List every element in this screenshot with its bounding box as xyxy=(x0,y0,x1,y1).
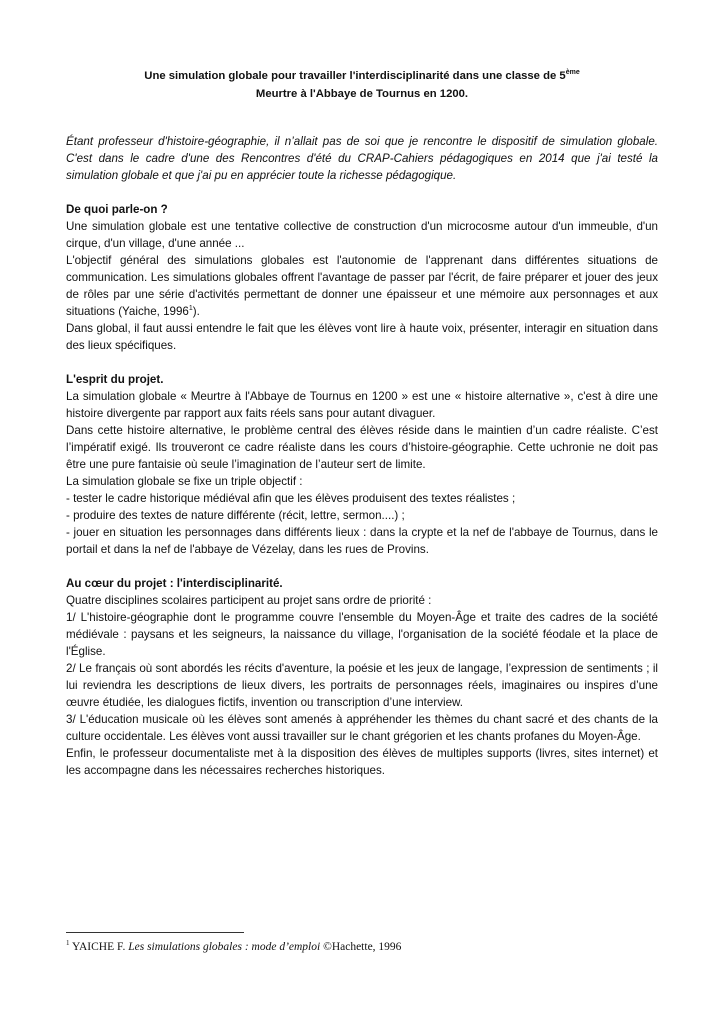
paragraph: La simulation globale « Meurtre à l'Abbaye de Tournus en 1200 » est une « histoire alternative », c'est à dire une histoire divergente par rapport aux faits réels sans pour autant divaguer. xyxy=(66,390,658,420)
paragraph: Une simulation globale est une tentative collective de construction d'un microcosme autour d'un immeuble, d'un cirque, d'un village, d'une année ... xyxy=(66,220,658,250)
intro-paragraph: Étant professeur d'histoire-géographie, il n’allait pas de soi que je rencontre le dispositif de simulation globale. C'est dans le cadre d'une des Rencontres d'été du CRAP-Cahiers pédagogiques en 2014 que j'ai testé la simulation globale et que j'ai pu en apprécier toute la richesse pédagogique. xyxy=(66,135,658,182)
document-body xyxy=(66,133,658,779)
list-item: 3/ L'éducation musicale où les élèves sont amenés à appréhender les thèmes du chant sacré et des chants de la culture occidentale. Les élèves vont aussi travailler sur le chant grégorien et les chants profanes du Moyen-Âge. xyxy=(66,713,658,743)
footnote: $^1$ YAICHE F. Les simulations globales : mode d’emploi ©Hachette, 1996 xyxy=(66,939,402,953)
document-subtitle: Meurtre à l'Abbaye de Tournus en 1200. xyxy=(255,88,469,100)
footnote-reference: 1 xyxy=(188,305,193,312)
list-item: - tester le cadre historique médiéval afin que les élèves produisent des textes réalistes ; xyxy=(66,492,516,505)
footnote-marker: 1 xyxy=(66,939,70,947)
paragraph: Dans cette histoire alternative, le problème central des élèves réside dans le maintien d’un cadre réaliste. C’est l’impératif exigé. Ils trouveront ce cadre réaliste dans les cours d’histoire-géographie. Cette uchronie ne doit pas être une pure fantaisie où seule l’imagination de l’auteur sert de limite. xyxy=(66,424,658,471)
list-item: 2/ Le français où sont abordés les récits d'aventure, la poésie et les jeux de langage, l’expression de sentiments ; il lui reviendra les descriptions de lieux divers, les portraits de personnages réels, imaginaires ou inspires d’une œuvre étudiée, les dialogues fictifs, invention ou transcription d’une interview. xyxy=(66,662,658,709)
footnote-divider xyxy=(66,932,244,933)
section-heading-1: De quoi parle-on ? xyxy=(66,203,168,216)
document-title xyxy=(66,67,658,85)
paragraph: Enfin, le professeur documentaliste met à la disposition des élèves de multiples supports (livres, sites internet) et les accompagne dans les nécessaires recherches historiques. xyxy=(66,747,658,777)
list-item: - produire des textes de nature différente (récit, lettre, sermon....) ; xyxy=(66,509,405,522)
section-heading-2: L'esprit du projet. xyxy=(66,373,164,386)
title-line-1: Une simulation globale pour travailler l'interdisciplinarité dans une classe de 5 xyxy=(144,70,566,82)
paragraph: Quatre disciplines scolaires participent au projet sans ordre de priorité : xyxy=(66,594,432,607)
paragraph: Dans global, il faut aussi entendre le fait que les élèves vont lire à haute voix, présenter, interagir en situation dans des lieux spécifiques. xyxy=(66,322,658,352)
footnote-work-title: Les simulations globales : mode d’emploi xyxy=(128,941,321,953)
section-heading-3: Au cœur du projet : l'interdisciplinarité. xyxy=(66,577,283,590)
paragraph: L'objectif général des simulations globales est l'autonomie de l'apprenant dans différentes situations de communication. Les simulations globales offrent l'avantage de passer par l'écrit, de faire préparer et jouer des jeux de rôles par une série d'activités permettant de donner une épaisseur et une mémoire aux personnages et aux situations (Yaiche, 1996$^1$). xyxy=(66,254,658,318)
list-item: 1/ L'histoire-géographie dont le programme couvre l'ensemble du Moyen-Âge et traite des cadres de la société médiévale : paysans et les seigneurs, la naissance du village, l'organisation de la société féodale et la place de l'Église. xyxy=(66,611,658,658)
title-superscript: ème xyxy=(565,69,580,76)
list-item: - jouer en situation les personnages dans différents lieux : dans la crypte et la nef de l'abbaye de Tournus, dans le portail et dans la nef de l'abbaye de Vézelay, dans les rues de Provins. xyxy=(66,526,658,556)
paragraph: La simulation globale se fixe un triple objectif : xyxy=(66,475,303,488)
